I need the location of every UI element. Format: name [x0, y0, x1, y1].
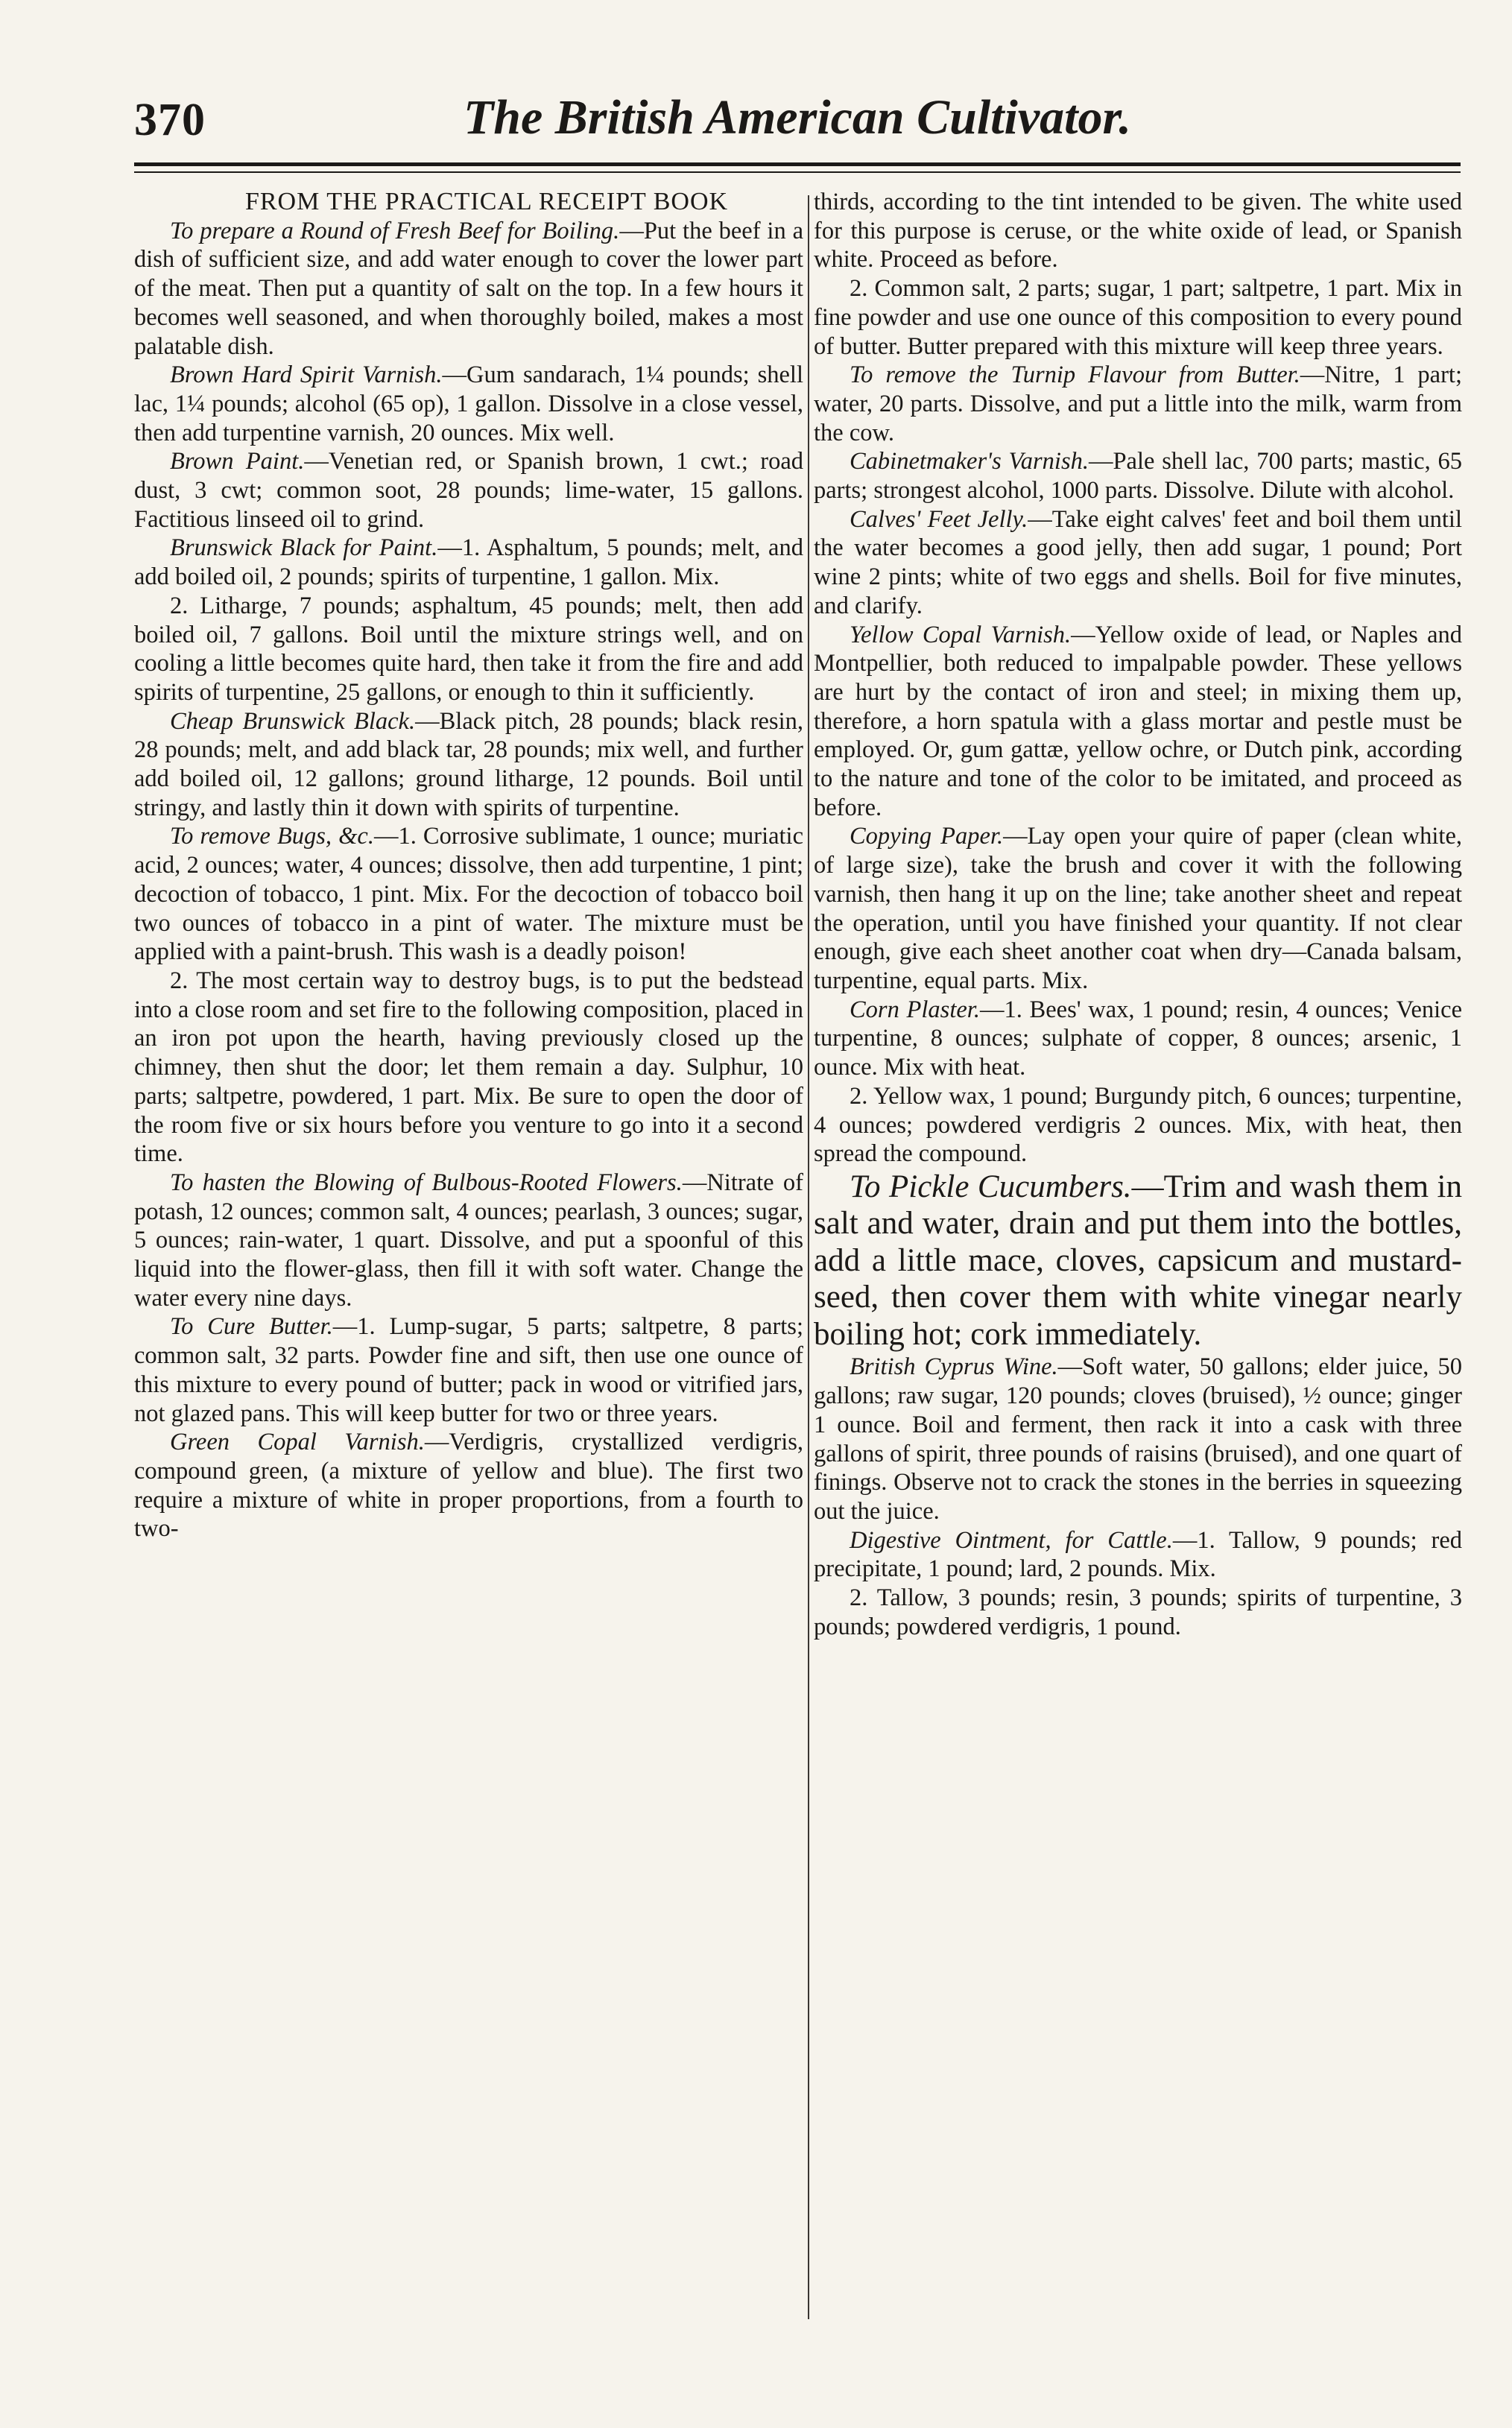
recipe-text: —Pale shell lac, 700 parts; mastic, 65 parts; strongest alcohol, 1000 parts. Dissolve. Dilute with alcohol. — [814, 448, 1462, 505]
recipe-title: To Cure Butter. — [170, 1313, 333, 1341]
recipe-entry — [814, 1353, 1462, 1526]
recipe-entry — [134, 822, 803, 967]
recipe-title: Yellow Copal Varnish. — [850, 621, 1072, 648]
recipe-text: thirds, according to the tint intended to be given. The white used for this purpose is ceruse, or the white oxide of lead, or Spanish white. Proceed as before. — [814, 189, 1462, 274]
recipe-entry — [814, 447, 1462, 505]
right-column — [814, 188, 1462, 2319]
column-divider — [808, 195, 809, 2319]
recipe-entry — [814, 1526, 1462, 1584]
recipe-text: —Nitrate of potash, 12 ounces; common salt, 4 ounces; pearlash, 3 ounces; sugar, 5 ounces; rain-water, 1 quart. Dissolve, and put a spoonful of this liquid into the flower-glass, then fill it with soft water. Change the water every nine days. — [134, 1169, 803, 1312]
recipe-text: —1. Corrosive sublimate, 1 ounce; muriatic acid, 2 ounces; water, 4 ounces; dissolve, then add turpentine, 1 pint; decoction of tobacco, 1 pint. Mix. For the decoction of tobacco boil two ounces of tobacco in a pint of water. The mixture must be applied with a paint-brush. This wash is a deadly poison! — [134, 823, 803, 966]
recipe-text: —1. Tallow, 9 pounds; red precipitate, 1 pound; lard, 2 pounds. Mix. — [814, 1526, 1462, 1583]
recipe-text: —Soft water, 50 gallons; elder juice, 50 gallons; raw sugar, 120 pounds; cloves (bruised), ½ ounce; ginger 1 ounce. Boil and ferment, then rack it into a cask with three gallons of spirit, three pounds of raisins (bruised), and one quart of finings. Observe not to crack the stones in the berries in squeezing out the juice. — [814, 1353, 1462, 1525]
left-column — [134, 188, 803, 2319]
recipe-entry — [814, 996, 1462, 1082]
recipe-entry — [134, 1312, 803, 1428]
recipe-entry — [134, 361, 803, 447]
recipe-text: —Venetian red, or Spanish brown, 1 cwt.; road dust, 3 cwt; common soot, 28 pounds; lime-water, 15 gallons. Factitious linseed oil to grind. — [134, 448, 803, 533]
recipe-title: To prepare a Round of Fresh Beef for Boiling. — [170, 217, 620, 244]
recipe-text: —Black pitch, 28 pounds; black resin, 28 pounds; melt, and add black tar, 28 pounds; mix well, and further add boiled oil, 12 gallons; ground litharge, 12 pounds. Boil until stringy, and lastly thin it down with spirits of turpentine. — [134, 707, 803, 821]
recipe-title: British Cyprus Wine. — [850, 1353, 1058, 1381]
recipe-title: Corn Plaster. — [850, 996, 980, 1023]
recipe-title: Cheap Brunswick Black. — [170, 707, 416, 735]
recipe-entry — [814, 274, 1462, 361]
recipe-entry — [134, 1428, 803, 1543]
recipe-text: 2. Yellow wax, 1 pound; Burgundy pitch, 6 ounces; turpentine, 4 ounces; powdered verdigris 2 ounces. Mix, with heat, then spread the compound. — [814, 1082, 1462, 1168]
recipe-text: —1. Bees' wax, 1 pound; resin, 4 ounces; Venice turpentine, 8 ounces; sulphate of copper, 8 ounces; arsenic, 1 ounce. Mix with heat. — [814, 996, 1462, 1081]
journal-title: The British American Cultivator. — [463, 90, 1132, 145]
recipe-title: To remove the Turnip Flavour from Butter. — [850, 361, 1300, 389]
recipe-text: —Put the beef in a dish of sufficient size, and add water enough to cover the lower part of the meat. Then put a quantity of salt on the top. In a few hours it becomes well seasoned, and when thoroughly boiled, makes a most palatable dish. — [134, 217, 803, 360]
recipe-title: Digestive Ointment, for Cattle. — [850, 1526, 1173, 1554]
recipe-entry — [134, 447, 803, 534]
recipe-entry — [134, 707, 803, 823]
recipe-title: Brown Paint. — [170, 448, 305, 475]
recipe-text: —Lay open your quire of paper (clean white, of large size), take the brush and cover it with the following varnish, then hang it up on the line; take another sheet and repeat the operation, until you have finished your quantity. If not clear enough, give each sheet another coat when dry—Canada balsam, turpentine, equal parts. Mix. — [814, 823, 1462, 994]
recipe-text: —Yellow oxide of lead, or Naples and Montpellier, both reduced to impalpable powder. These yellows are hurt by the contact of iron and steel; in mixing them up, therefore, a horn spatula with a glass mortar and pestle must be employed. Or, gum gattæ, yellow ochre, or Dutch pink, according to the nature and tone of the color to be imitated, and proceed as before. — [814, 621, 1462, 821]
recipe-text: —Gum sandarach, 1¼ pounds; shell lac, 1¼ pounds; alcohol (65 op), 1 gallon. Dissolve in a close vessel, then add turpentine varnish, 20 ounces. Mix well. — [134, 361, 803, 446]
recipe-entry — [814, 621, 1462, 823]
recipe-title: Copying Paper. — [850, 823, 1004, 850]
recipe-entry — [814, 188, 1462, 274]
recipe-text: 2. Litharge, 7 pounds; asphaltum, 45 pounds; melt, then add boiled oil, 7 gallons. Boil until the mixture strings well, and on cooling a little becomes quite hard, then take it from the fire and add spirits of turpentine, 25 gallons, or enough to thin it sufficiently. — [134, 592, 803, 706]
recipe-text: —1. Asphaltum, 5 pounds; melt, and add boiled oil, 2 pounds; spirits of turpentine, 1 gallon. Mix. — [134, 534, 803, 591]
recipe-title: Brunswick Black for Paint. — [170, 534, 438, 562]
recipe-text: 2. Common salt, 2 parts; sugar, 1 part; saltpetre, 1 part. Mix in fine powder and use one ounce of this composition to every pound of butter. Butter prepared with this mixture will keep three years. — [814, 275, 1462, 360]
recipe-title: To Pickle Cucumbers. — [850, 1169, 1132, 1204]
recipe-title: To remove Bugs, &c. — [170, 823, 374, 850]
recipe-title: Green Copal Varnish. — [170, 1429, 425, 1456]
recipe-entry — [134, 967, 803, 1169]
recipe-title: Cabinetmaker's Varnish. — [850, 448, 1089, 475]
recipe-text: —Trim and wash them in salt and water, drain and put them into the bottles, add a little mace, cloves, capsicum and mustard-seed, then cover them with white vinegar nearly boiling hot; cork immediately. — [814, 1169, 1462, 1352]
recipe-entry — [814, 822, 1462, 995]
recipe-text: —Verdigris, crystallized verdigris, compound green, (a mixture of yellow and blue). The first two require a mixture of white in proper proportions, from a fourth to two- — [134, 1429, 803, 1543]
section-heading: FROM THE PRACTICAL RECEIPT BOOK — [244, 188, 729, 215]
recipe-entry — [814, 1082, 1462, 1169]
header-rule — [134, 162, 1461, 166]
recipe-entry — [814, 361, 1462, 447]
recipe-text: —Take eight calves' feet and boil them until the water becomes a good jelly, then add sugar, 1 pound; Port wine 2 pints; white of two eggs and shells. Boil for five minutes, and clarify. — [814, 505, 1462, 619]
recipe-title: To hasten the Blowing of Bulbous-Rooted Flowers. — [170, 1169, 683, 1196]
recipe-entry — [134, 534, 803, 591]
recipe-entry — [814, 1169, 1462, 1353]
recipe-entry — [134, 1169, 803, 1313]
recipe-text: 2. The most certain way to destroy bugs, is to put the bedstead into a close room and set fire to the following composition, placed in an iron pot upon the hearth, having previously closed up the chimney, then shut the door; let them remain a day. Sulphur, 10 parts; saltpetre, powdered, 1 part. Mix. Be sure to open the door of the room five or six hours before you venture to go into it a second time. — [134, 967, 803, 1168]
recipe-title: Calves' Feet Jelly. — [850, 505, 1028, 533]
recipe-text: —1. Lump-sugar, 5 parts; saltpetre, 8 parts; common salt, 32 parts. Powder fine and sift, then use one ounce of this mixture to every pound of butter; pack in wood or vitrified jars, not glazed pans. This will keep butter for two or three years. — [134, 1313, 803, 1427]
recipe-entry — [134, 592, 803, 707]
recipe-entry — [814, 1584, 1462, 1641]
page-number: 370 — [134, 95, 206, 145]
recipe-entry — [814, 505, 1462, 621]
recipe-text: —Nitre, 1 part; water, 20 parts. Dissolve, and put a little into the milk, warm from the cow. — [814, 361, 1462, 446]
header-rule-thin — [134, 171, 1461, 173]
recipe-entry — [134, 217, 803, 361]
recipe-text: 2. Tallow, 3 pounds; resin, 3 pounds; spirits of turpentine, 3 pounds; powdered verdigris, 1 pound. — [814, 1584, 1462, 1640]
page-header — [134, 89, 1461, 164]
recipe-title: Brown Hard Spirit Varnish. — [170, 361, 443, 389]
